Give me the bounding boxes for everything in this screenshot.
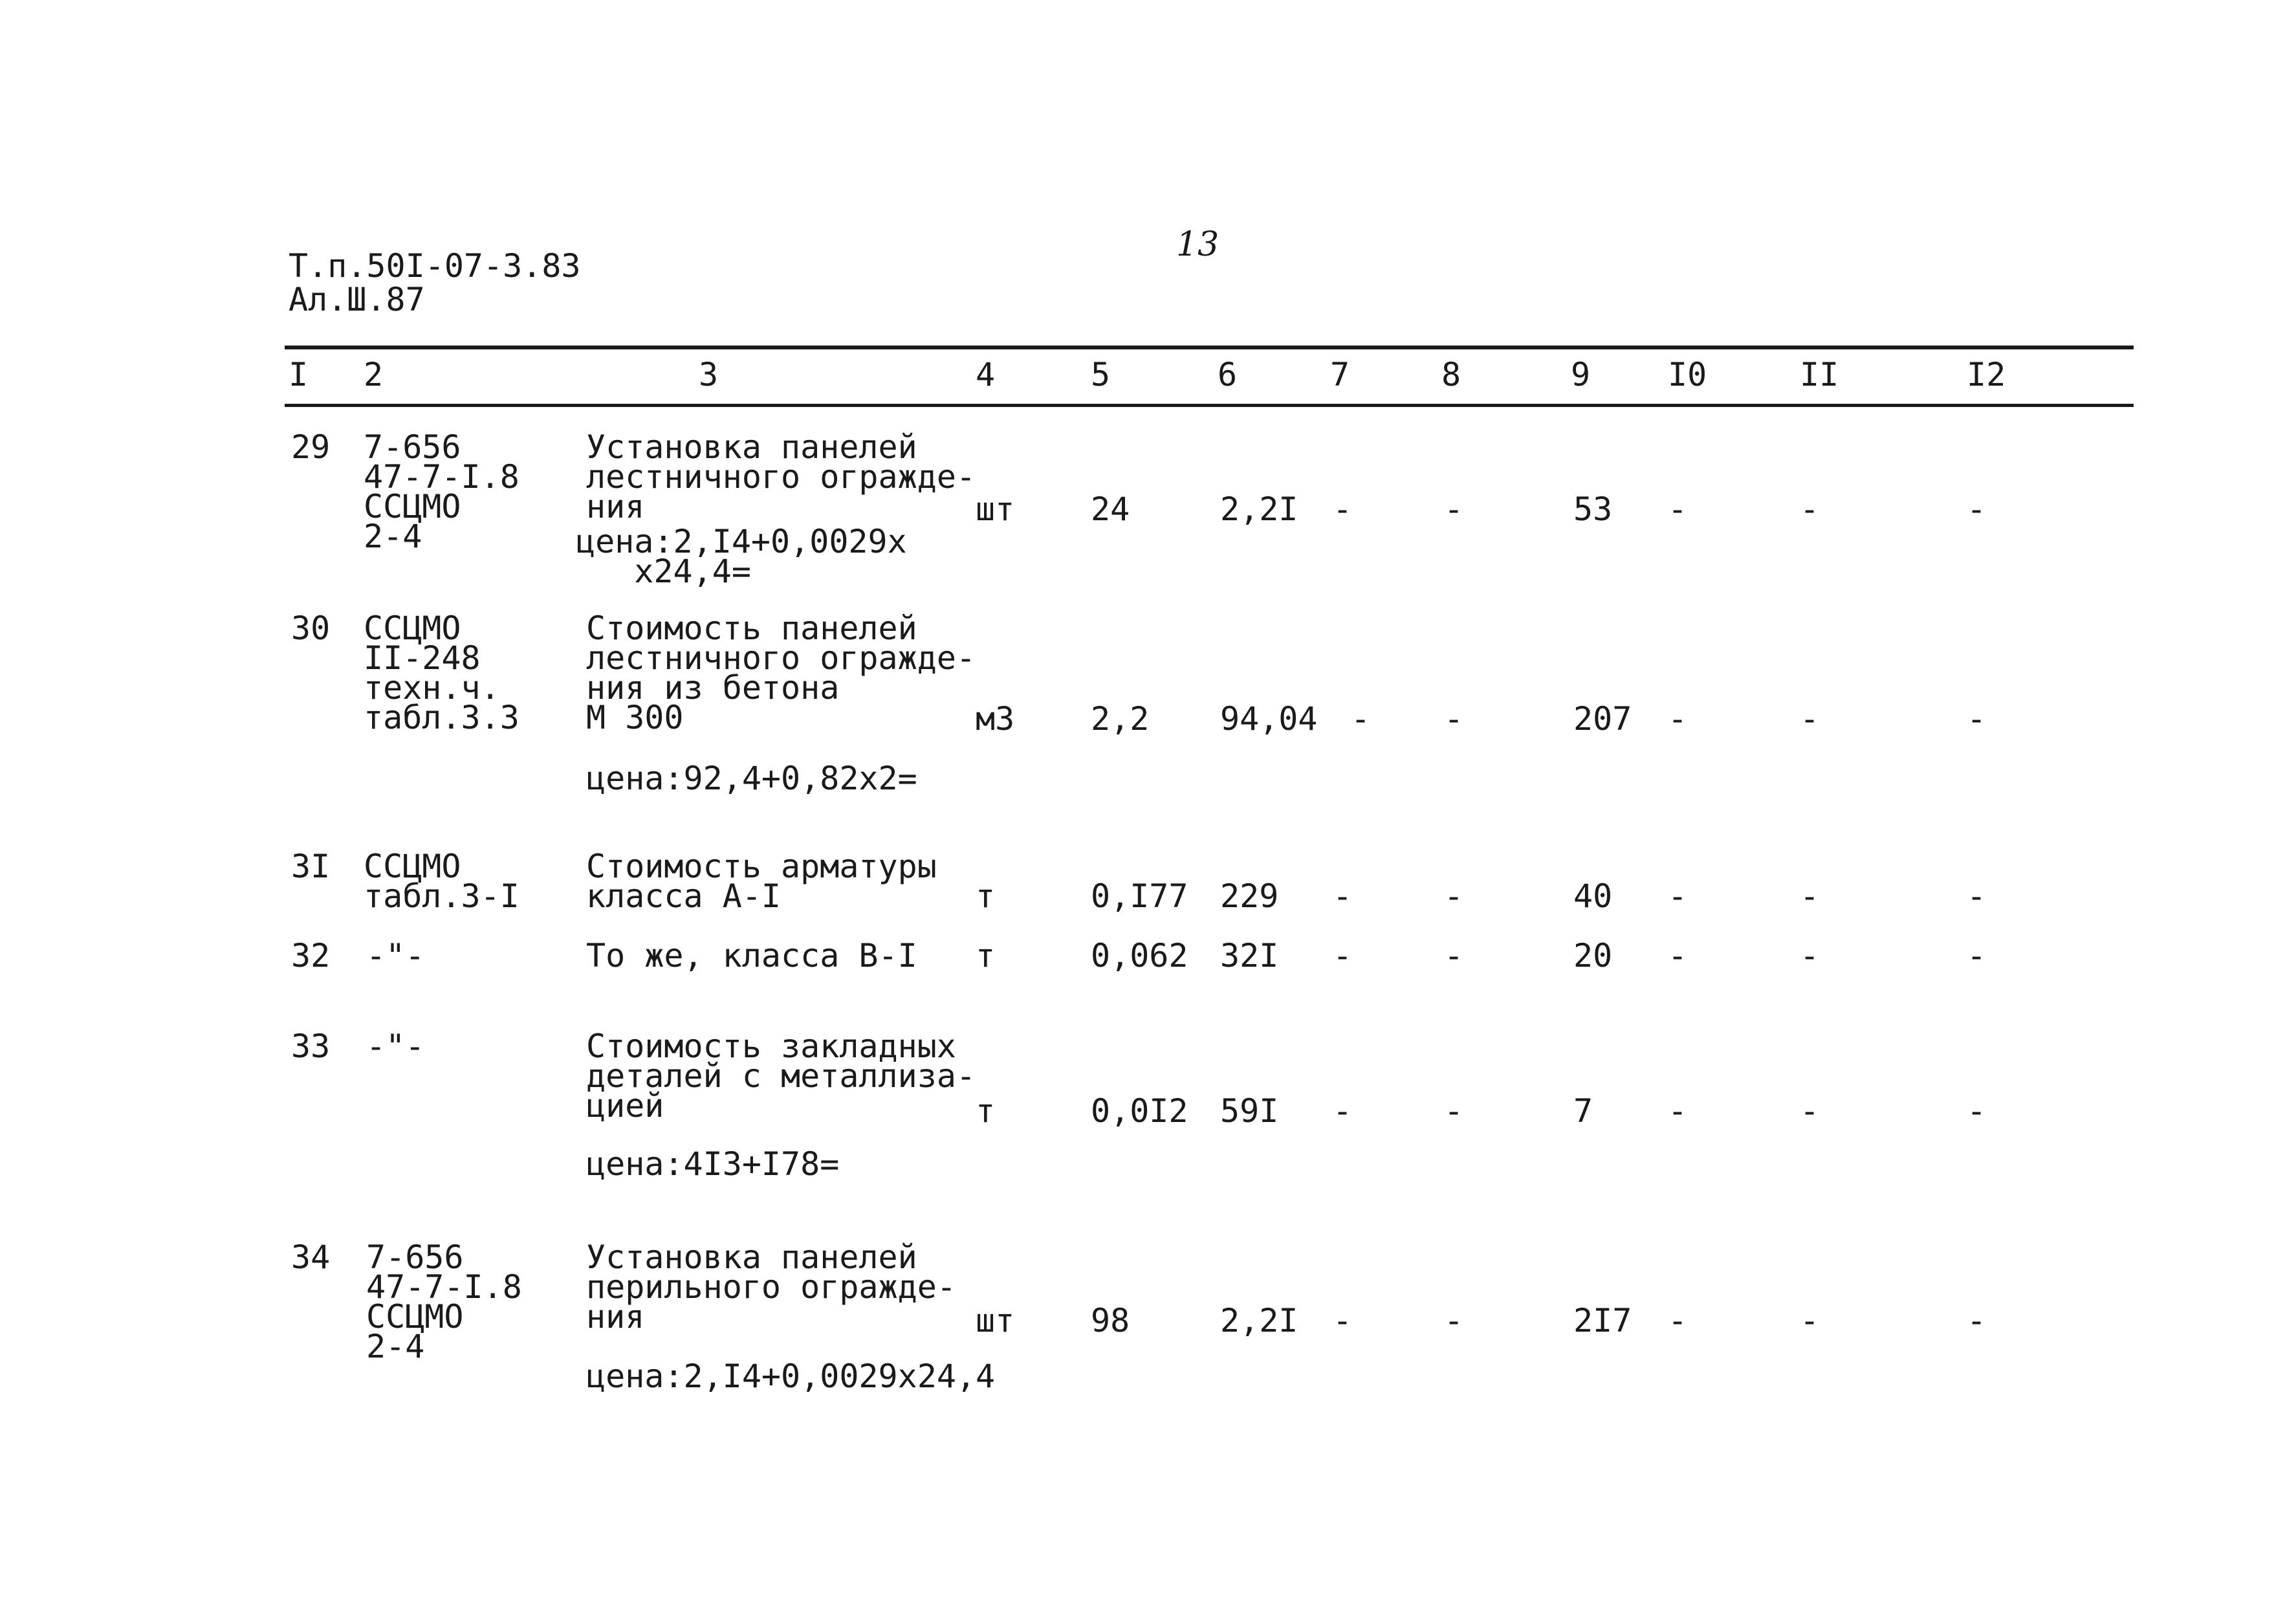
row-col12: -: [1967, 1092, 1987, 1130]
row-unit-price: 32I: [1220, 937, 1279, 974]
row-col7: -: [1333, 490, 1353, 528]
row-unit-price: 2,2I: [1220, 1302, 1298, 1339]
row-col7: -: [1333, 937, 1353, 974]
row-price-note: цена:2,I4+0,0029х х24,4=: [576, 523, 907, 590]
row-quantity: 2,2: [1091, 700, 1150, 738]
document-reference: Т.п.50I-07-3.83: [289, 247, 581, 285]
row-total: 7: [1573, 1092, 1593, 1130]
row-col10: -: [1668, 1302, 1688, 1339]
row-col8: -: [1444, 1092, 1464, 1130]
row-number: 3I: [291, 848, 331, 885]
column-header: I0: [1668, 356, 1707, 393]
row-quantity: 24: [1091, 490, 1130, 528]
row-col12: -: [1967, 490, 1987, 528]
row-col11: -: [1800, 1092, 1820, 1130]
column-header: 9: [1571, 356, 1591, 393]
column-header: 7: [1330, 356, 1350, 393]
row-col8: -: [1444, 1302, 1464, 1339]
row-price-note: цена:2,I4+0,0029х24,4: [586, 1358, 996, 1395]
row-col7: -: [1333, 1092, 1353, 1130]
row-number: 32: [291, 937, 331, 974]
row-number: 34: [291, 1238, 331, 1276]
row-unit: т: [976, 937, 996, 974]
row-quantity: 0,062: [1091, 937, 1188, 974]
column-header: 6: [1218, 356, 1238, 393]
row-unit-price: 2,2I: [1220, 490, 1298, 528]
row-col10: -: [1668, 1092, 1688, 1130]
row-total: 2I7: [1573, 1302, 1632, 1339]
row-col10: -: [1668, 937, 1688, 974]
row-unit: т: [976, 1092, 996, 1130]
row-description: Стоимость закладных деталей с металлиза- цией: [586, 1028, 976, 1125]
row-total: 207: [1573, 700, 1632, 738]
row-col7: -: [1351, 700, 1371, 738]
row-col7: -: [1333, 877, 1353, 915]
row-col11: -: [1800, 490, 1820, 528]
row-description: Стоимость арматуры класса А-I: [586, 848, 937, 915]
row-reference: 7-656 47-7-I.8 ССЦМО 2-4: [366, 1238, 522, 1365]
row-total: 53: [1573, 490, 1613, 528]
column-header: I2: [1967, 356, 2006, 393]
table-top-rule: [285, 346, 2134, 349]
row-description: Установка панелей перильного огражде- ния: [586, 1238, 956, 1336]
row-price-note: цена:4I3+I78=: [586, 1145, 840, 1183]
album-reference: Ал.Ш.87: [289, 281, 425, 318]
row-col8: -: [1444, 937, 1464, 974]
row-quantity: 0,0I2: [1091, 1092, 1188, 1130]
row-price-note: цена:92,4+0,82х2=: [586, 760, 917, 797]
row-col11: -: [1800, 700, 1820, 738]
row-total: 40: [1573, 877, 1613, 915]
row-col12: -: [1967, 937, 1987, 974]
row-unit: шт: [976, 1302, 1015, 1339]
row-description: То же, класса В-I: [586, 937, 917, 974]
row-col11: -: [1800, 877, 1820, 915]
row-col10: -: [1668, 700, 1688, 738]
row-reference: ССЦМО табл.3-I: [364, 848, 519, 915]
row-description: Установка панелей лестничного огражде- ния: [586, 428, 976, 525]
column-header: 3: [699, 356, 719, 393]
row-col10: -: [1668, 877, 1688, 915]
table-header-rule: [285, 404, 2134, 407]
column-header: 5: [1091, 356, 1111, 393]
row-col7: -: [1333, 1302, 1353, 1339]
row-col12: -: [1967, 700, 1987, 738]
row-number: 33: [291, 1028, 331, 1065]
row-reference: -"-: [366, 1028, 425, 1065]
row-col11: -: [1800, 1302, 1820, 1339]
column-header: 4: [976, 356, 996, 393]
row-unit-price: 59I: [1220, 1092, 1279, 1130]
row-col11: -: [1800, 937, 1820, 974]
row-description: Стоимость панелей лестничного огражде- ния из бетона М 300: [586, 610, 976, 736]
row-col8: -: [1444, 877, 1464, 915]
row-quantity: 98: [1091, 1302, 1130, 1339]
row-unit: м3: [976, 700, 1015, 738]
row-col8: -: [1444, 490, 1464, 528]
row-unit-price: 94,04: [1220, 700, 1318, 738]
row-number: 29: [291, 428, 331, 466]
page-number: 13: [1176, 225, 1219, 264]
row-unit: т: [976, 877, 996, 915]
column-header: 8: [1441, 356, 1461, 393]
row-col8: -: [1444, 700, 1464, 738]
row-total: 20: [1573, 937, 1613, 974]
row-col10: -: [1668, 490, 1688, 528]
row-unit: шт: [976, 490, 1015, 528]
row-reference: -"-: [366, 937, 425, 974]
row-unit-price: 229: [1220, 877, 1279, 915]
row-col12: -: [1967, 1302, 1987, 1339]
row-col12: -: [1967, 877, 1987, 915]
column-header: I: [289, 356, 309, 393]
row-reference: ССЦМО II-248 техн.ч. табл.3.3: [364, 610, 519, 736]
row-number: 30: [291, 610, 331, 647]
column-header: II: [1800, 356, 1839, 393]
row-reference: 7-656 47-7-I.8 ССЦМО 2-4: [364, 428, 519, 555]
column-header: 2: [364, 356, 384, 393]
row-quantity: 0,I77: [1091, 877, 1188, 915]
